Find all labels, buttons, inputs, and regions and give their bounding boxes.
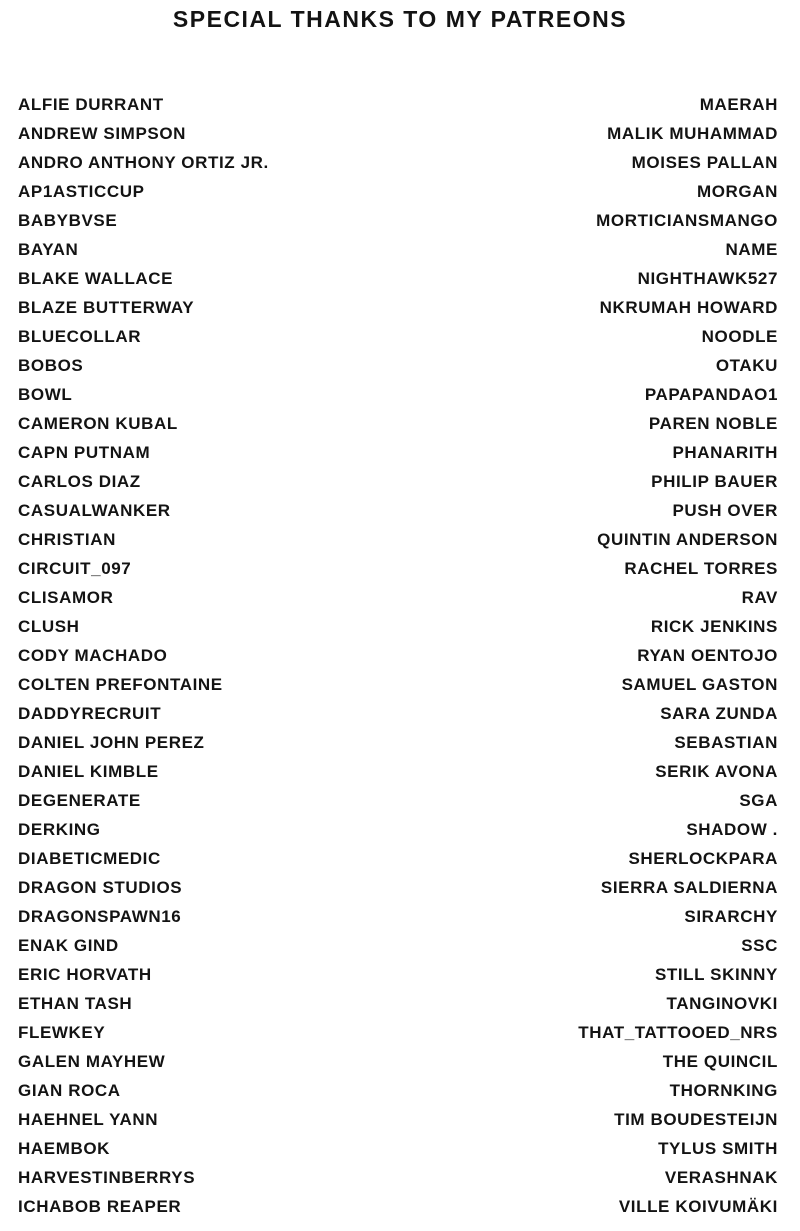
patron-name-left: CLUSH (18, 617, 80, 636)
patron-name-right: SARA ZUNDA (660, 704, 778, 723)
patron-name-left: FLEWKEY (18, 1023, 106, 1042)
patron-name-left: DADDYRECRUIT (18, 704, 162, 723)
patron-row (18, 90, 778, 119)
patron-name-right: STILL SKINNY (654, 965, 778, 984)
patron-row (18, 119, 778, 148)
patron-name-left: HAEHNEL YANN (18, 1110, 159, 1129)
patron-row (18, 1163, 778, 1192)
patron-row (18, 699, 778, 728)
patron-name-left: GIAN ROCA (18, 1081, 121, 1100)
patron-row (18, 380, 778, 409)
patron-name-right: NOODLE (701, 327, 778, 346)
patron-name-left: BLAKE WALLACE (18, 269, 174, 288)
patron-name-left: CODY MACHADO (18, 646, 168, 665)
patron-row (18, 554, 778, 583)
patron-name-left: BOWL (18, 385, 73, 404)
patron-name-right: THAT_TATTOOED_NRS (578, 1023, 778, 1042)
patron-name-right: THORNKING (669, 1081, 778, 1100)
patron-row (18, 612, 778, 641)
patron-name-right: NIGHTHAWK527 (637, 269, 778, 288)
patron-name-left: DIABETICMEDIC (18, 849, 161, 868)
patron-list (18, 90, 778, 1221)
patron-name-left: ANDRO ANTHONY ORTIZ JR. (18, 153, 269, 172)
patron-name-left: HARVESTINBERRYS (18, 1168, 196, 1187)
patron-name-right: SSC (741, 936, 778, 955)
patron-name-left: CAMERON KUBAL (18, 414, 178, 433)
patron-row (18, 1134, 778, 1163)
patron-name-left: ALFIE DURRANT (18, 95, 164, 114)
patron-name-left: BLAZE BUTTERWAY (18, 298, 195, 317)
patron-name-right: SIERRA SALDIERNA (600, 878, 778, 897)
patron-row (18, 728, 778, 757)
patron-name-left: DRAGONSPAWN16 (18, 907, 182, 926)
patron-name-right: PAPAPANDAO1 (644, 385, 778, 404)
patron-row (18, 960, 778, 989)
patron-name-right: QUINTIN ANDERSON (597, 530, 778, 549)
patron-name-left: DERKING (18, 820, 101, 839)
patron-name-right: MORTICIANSMANGO (596, 211, 778, 230)
page-title: SPECIAL THANKS TO MY PATREONS (172, 6, 628, 32)
patron-name-right: SGA (739, 791, 778, 810)
patron-name-right: THE QUINCIL (662, 1052, 778, 1071)
patron-row (18, 1192, 778, 1221)
patron-name-left: CLISAMOR (18, 588, 114, 607)
patron-row (18, 931, 778, 960)
patron-name-right: OTAKU (715, 356, 778, 375)
patron-name-left: DRAGON STUDIOS (18, 878, 183, 897)
patron-name-left: ICHABOB REAPER (18, 1197, 182, 1216)
patron-row (18, 1018, 778, 1047)
patron-row (18, 873, 778, 902)
patron-row (18, 177, 778, 206)
patron-name-right: SAMUEL GASTON (621, 675, 778, 694)
patron-name-left: DEGENERATE (18, 791, 141, 810)
patron-row (18, 670, 778, 699)
patron-name-right: VILLE KOIVUMÄKI (618, 1197, 778, 1216)
patron-name-right: PUSH OVER (672, 501, 778, 520)
patron-name-left: ETHAN TASH (18, 994, 133, 1013)
patron-row (18, 322, 778, 351)
patron-name-right: VERASHNAK (664, 1168, 778, 1187)
patron-name-left: AP1ASTICCUP (18, 182, 145, 201)
patron-name-left: DANIEL JOHN PEREZ (18, 733, 205, 752)
patron-row (18, 148, 778, 177)
patron-name-left: BOBOS (18, 356, 84, 375)
patron-name-right: SHERLOCKPARA (628, 849, 778, 868)
patron-name-left: ERIC HORVATH (18, 965, 152, 984)
patron-name-right: MAERAH (699, 95, 778, 114)
patron-name-right: SHADOW . (686, 820, 778, 839)
patron-row (18, 496, 778, 525)
patron-row (18, 351, 778, 380)
patron-row (18, 989, 778, 1018)
patron-name-right: PAREN NOBLE (648, 414, 778, 433)
patron-name-right: RACHEL TORRES (624, 559, 778, 578)
patron-name-left: CARLOS DIAZ (18, 472, 141, 491)
patron-row (18, 1076, 778, 1105)
patron-name-right: PHILIP BAUER (651, 472, 778, 491)
patron-name-right: TIM BOUDESTEIJN (614, 1110, 778, 1129)
patron-name-left: BABYBVSE (18, 211, 118, 230)
patron-row (18, 293, 778, 322)
patron-name-left: CHRISTIAN (18, 530, 116, 549)
patron-name-right: NKRUMAH HOWARD (599, 298, 778, 317)
patron-row (18, 902, 778, 931)
patron-name-left: ANDREW SIMPSON (18, 124, 187, 143)
patron-name-right: NAME (725, 240, 778, 259)
patron-name-right: SIRARCHY (684, 907, 778, 926)
patron-row (18, 438, 778, 467)
patron-name-right: RICK JENKINS (650, 617, 778, 636)
patron-row (18, 583, 778, 612)
patron-row (18, 844, 778, 873)
patron-name-left: BLUECOLLAR (18, 327, 142, 346)
patron-row (18, 1105, 778, 1134)
patron-row (18, 786, 778, 815)
patron-name-right: MALIK MUHAMMAD (607, 124, 778, 143)
patron-row (18, 757, 778, 786)
patron-row (18, 409, 778, 438)
patron-row (18, 206, 778, 235)
patron-name-left: ENAK GIND (18, 936, 119, 955)
patron-name-left: GALEN MAYHEW (18, 1052, 166, 1071)
patron-row (18, 815, 778, 844)
patron-name-left: CIRCUIT_097 (18, 559, 132, 578)
patron-row (18, 641, 778, 670)
patron-name-right: MOISES PALLAN (631, 153, 778, 172)
patron-row (18, 264, 778, 293)
patron-row (18, 525, 778, 554)
patron-name-right: SERIK AVONA (655, 762, 778, 781)
patron-name-left: DANIEL KIMBLE (18, 762, 159, 781)
patron-row (18, 1047, 778, 1076)
patron-name-right: TANGINOVKI (666, 994, 778, 1013)
patron-name-left: HAEMBOK (18, 1139, 111, 1158)
patron-name-right: RAV (741, 588, 778, 607)
patron-name-right: RYAN OENTOJO (637, 646, 778, 665)
patron-name-right: SEBASTIAN (674, 733, 778, 752)
patron-name-left: CAPN PUTNAM (18, 443, 151, 462)
patron-name-right: TYLUS SMITH (658, 1139, 778, 1158)
patron-name-left: COLTEN PREFONTAINE (18, 675, 223, 694)
patron-row (18, 235, 778, 264)
patron-name-left: CASUALWANKER (18, 501, 171, 520)
patron-name-right: MORGAN (696, 182, 778, 201)
patron-name-right: PHANARITH (672, 443, 778, 462)
patron-name-left: BAYAN (18, 240, 79, 259)
patron-row (18, 467, 778, 496)
